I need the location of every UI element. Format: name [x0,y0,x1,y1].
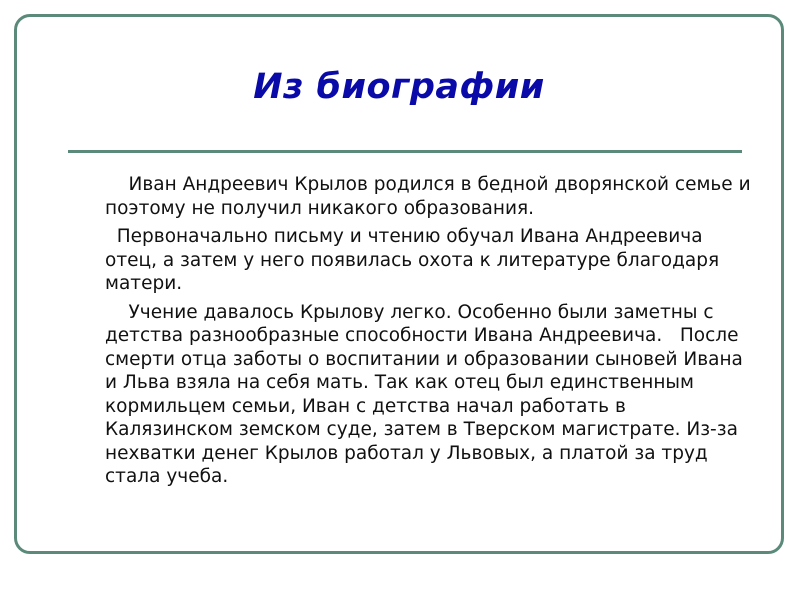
paragraph-1: Иван Андреевич Крылов родился в бедной дворянской семье и поэтому не получил никакого образования. [105,174,757,219]
paragraph-3: Учение давалось Крылову легко. Особенно были заметны с детства разнообразные способности Ивана Андреевича. После смерти отца заботы о воспитании и образовании сыновей Ивана и Льва взяла на себя мать. Так как отец был единственным кормильцем семьи, Иван с детства начал работать в Калязинском земском суде, затем в Тверском магистрате. Из-за нехватки денег Крылов работал у Львовых, а платой за труд стала учеба. [105,301,749,487]
slide-body [105,173,755,494]
slide-title: Из биографии [253,67,545,107]
title-divider [68,150,742,153]
paragraph-2: Первоначально письму и чтению обучал Ивана Андреевича отец, а затем у него появилась охота к литературе благодаря матери. [105,226,725,294]
slide-frame [14,14,784,554]
